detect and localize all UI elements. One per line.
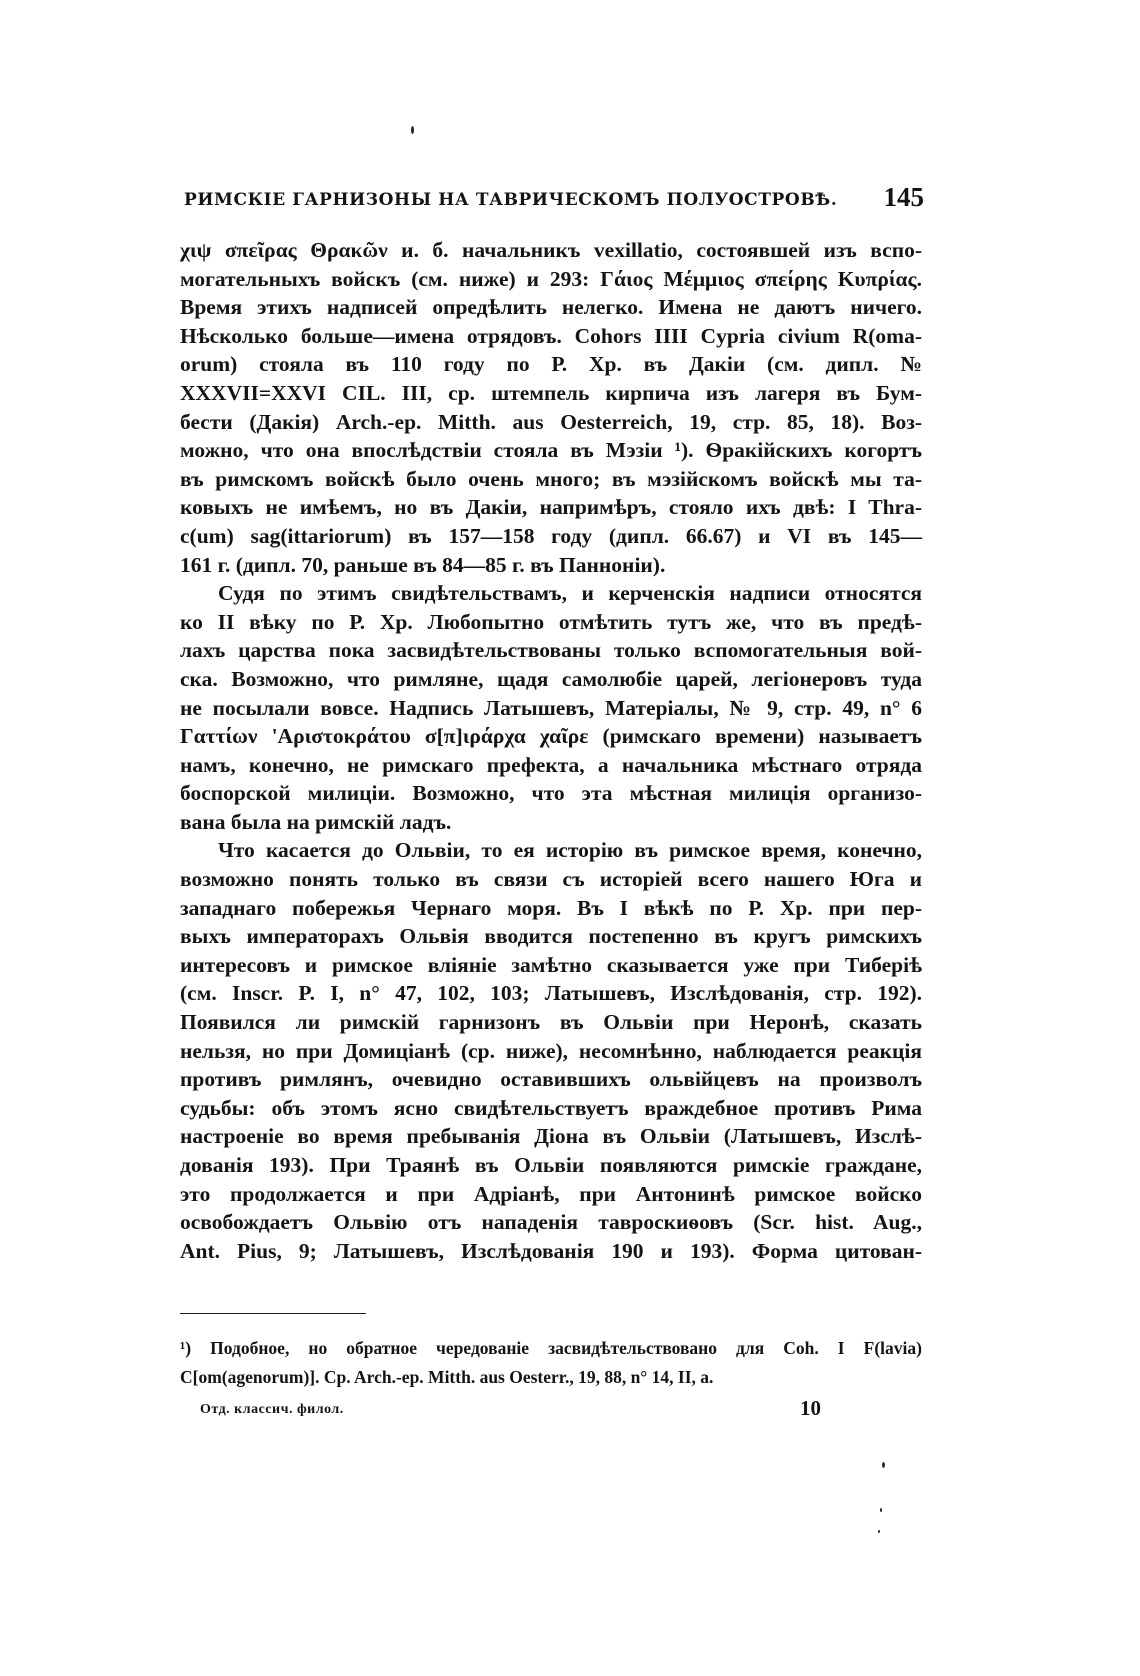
ink-speck bbox=[882, 1462, 885, 1468]
text-line: ко II вѣку по Р. Хр. Любопытно отмѣтить тутъ же, что въ предѣ- bbox=[180, 609, 922, 634]
text-line: Что касается до Ольвіи, то ея исторію въ римское время, конечно, bbox=[218, 838, 922, 863]
text-line: лахъ царства пока засвидѣтельствованы только вспомогательныя вой- bbox=[180, 638, 922, 663]
ink-speck bbox=[411, 126, 414, 134]
text-line: могательныхъ войскъ (см. ниже) и 293: Γάιος Μέμμιος σπείρης Κυπρίας. bbox=[180, 266, 922, 291]
text-line: не посылали вовсе. Надпись Латышевъ, Матеріалы, № 9, стр. 49, n° 6 bbox=[180, 695, 922, 720]
text-line: освобождаетъ Ольвію отъ нападенія тавроскиѳовъ (Scr. hist. Aug., bbox=[180, 1210, 922, 1235]
text-line: возможно понять только въ связи съ исторіей всего нашего Юга и bbox=[180, 867, 922, 892]
text-line: это продолжается и при Адріанѣ, при Антонинѣ римское войско bbox=[180, 1181, 922, 1206]
text-line: интересовъ и римское вліяніе замѣтно сказывается уже при Тиберіѣ bbox=[180, 952, 922, 977]
ink-speck bbox=[878, 1530, 880, 1533]
sheet-number: 10 bbox=[800, 1396, 821, 1420]
text-line: нельзя, но при Домиціанѣ (ср. ниже), несомнѣнно, наблюдается реакція bbox=[180, 1038, 922, 1063]
body-text bbox=[180, 236, 922, 1265]
text-line: выхъ императорахъ Ольвія вводится постепенно въ кругъ римскихъ bbox=[180, 924, 922, 949]
running-title: РИМСКІЕ ГАРНИЗОНЫ НА ТАВРИЧЕСКОМЪ ПОЛУОСТРОВѢ. bbox=[184, 190, 838, 210]
text-line: χιψ σπεῖρας Θρακῶν и. б. начальникъ vexillatio, состоявшей изъ вспо- bbox=[180, 238, 922, 262]
footnote-divider bbox=[180, 1313, 366, 1314]
text-line: намъ, конечно, не римскаго префекта, а начальника мѣстнаго отряда bbox=[180, 752, 922, 777]
text-line: въ римскомъ войскѣ было очень много; въ мэзійскомъ войскѣ мы та- bbox=[180, 466, 922, 491]
ink-speck bbox=[880, 1508, 882, 1512]
text-line: XXXVII=XXVI CIL. III, ср. штемпель кирпича изъ лагеря въ Бум- bbox=[180, 380, 922, 405]
text-line: западнаго побережья Чернаго моря. Въ I вѣкѣ по Р. Хр. при пер- bbox=[180, 895, 922, 920]
text-line: ска. Возможно, что римляне, щадя самолюбіе царей, легіонеровъ туда bbox=[180, 666, 922, 691]
text-line: Судя по этимъ свидѣтельствамъ, и керченскія надписи относятся bbox=[218, 581, 922, 606]
text-line: orum) стояла въ 110 году по Р. Хр. въ Дакіи (см. дипл. № bbox=[180, 352, 922, 377]
page-number: 145 bbox=[883, 182, 924, 212]
text-line: настроеніе во время пребыванія Діона въ Ольвіи (Латышевъ, Изслѣ- bbox=[180, 1124, 922, 1149]
text-line: можно, что она впослѣдствіи стояла въ Мэзіи ¹). Ѳракійскихъ когортъ bbox=[180, 438, 922, 463]
footnote bbox=[180, 1334, 922, 1392]
text-line: c(um) sag(ittariorum) въ 157—158 году (дипл. 66.67) и VI въ 145— bbox=[180, 523, 922, 548]
text-line: вана была на римскій ладъ. bbox=[180, 809, 452, 834]
text-line: Время этихъ надписей опредѣлить нелегко. Имена не даютъ ничего. bbox=[180, 295, 922, 320]
page-header bbox=[182, 182, 924, 218]
footnote-line: C[om(agenorum)]. Cp. Arch.-ep. Mitth. aus Oesterr., 19, 88, n° 14, II, a. bbox=[180, 1367, 714, 1387]
text-line: судьбы: объ этомъ ясно свидѣтельствуетъ враждебное противъ Рима bbox=[180, 1095, 922, 1120]
text-line: Нѣсколько больше—имена отрядовъ. Cohors IIII Cypria civium R(oma- bbox=[180, 323, 922, 348]
text-line: Ant. Pius, 9; Латышевъ, Изслѣдованія 190 и 193). Форма цитован- bbox=[180, 1238, 922, 1263]
text-line: ковыхъ не имѣемъ, но въ Дакіи, напримѣръ, стояло ихъ двѣ: I Thra- bbox=[180, 495, 922, 520]
text-line: Появился ли римскій гарнизонъ въ Ольвіи при Неронѣ, сказать bbox=[180, 1010, 922, 1035]
text-line: (см. Inscr. P. I, n° 47, 102, 103; Латышевъ, Изслѣдованія, стр. 192). bbox=[180, 981, 922, 1006]
signature-mark: Отд. классич. филол. bbox=[200, 1402, 344, 1417]
footnote-line: ¹) Подобное, но обратное чередованіе засвидѣтельствовано для Coh. I F(lavia) bbox=[180, 1338, 922, 1358]
text-line: боспорской милиціи. Возможно, что эта мѣстная милиція организо- bbox=[180, 781, 922, 806]
text-line: противъ римлянъ, очевидно оставившихъ ольвійцевъ на произволъ bbox=[180, 1067, 922, 1092]
text-line: 161 г. (дипл. 70, раньше въ 84—85 г. въ Паннонiи). bbox=[180, 552, 666, 577]
text-line: бести (Дакія) Arch.-ep. Mitth. aus Oesterreich, 19, стр. 85, 18). Воз- bbox=[180, 409, 922, 434]
text-line: Γαττίων 'Αριστοκράτου σ[π]ιράρχα χαῖρε (римскаго времени) называетъ bbox=[180, 724, 922, 749]
text-line: дованія 193). При Траянѣ въ Ольвіи появляются римскіе граждане, bbox=[180, 1153, 922, 1177]
